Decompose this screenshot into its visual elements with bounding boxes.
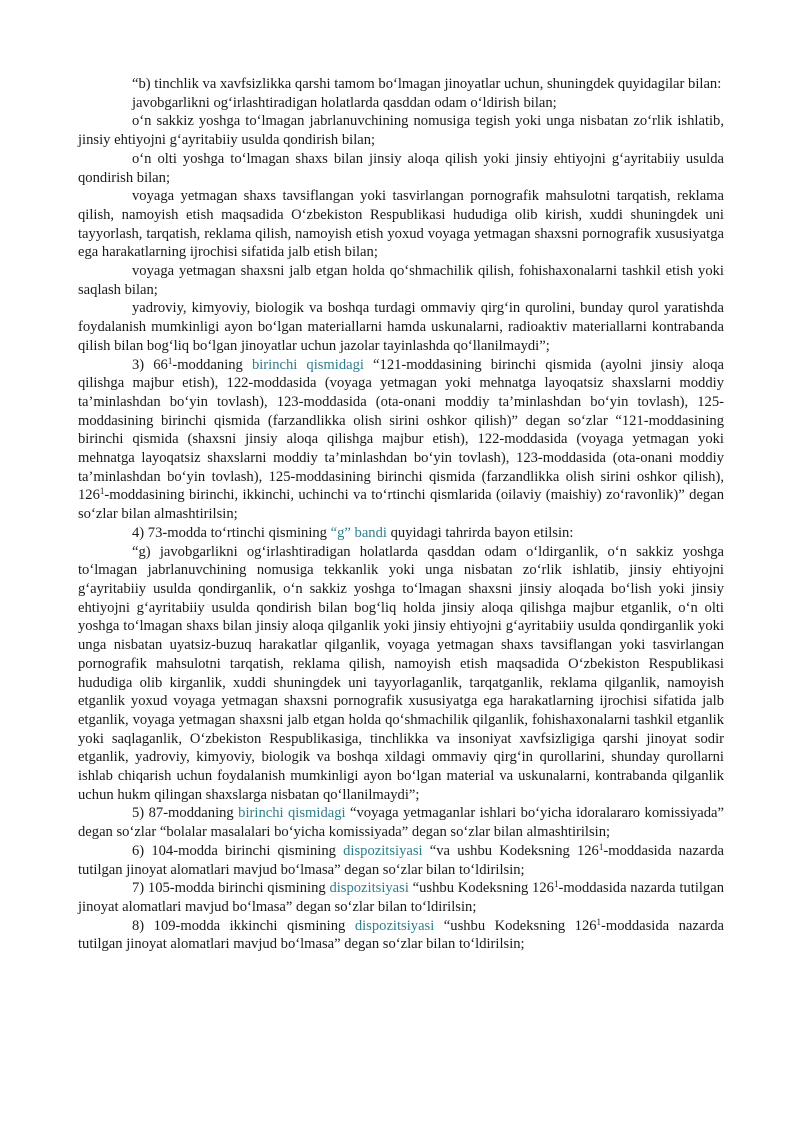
- paragraph-text: -moddasida nazarda tutilgan jinoyat alomatlari mavjud bo‘lmasa” degan so‘zlar bilan to‘ldirilsin;: [78, 917, 724, 953]
- paragraph-text: “voyaga yetmaganlar ishlari bo‘yicha idoralararo komissiyada” degan so‘zlar “bolalar masalalari bo‘yicha komissiyada” degan so‘zlar bilan almashtirilsin;: [78, 805, 724, 841]
- paragraph-text: 7) 105-modda birinchi qismining: [132, 880, 330, 897]
- paragraph-text: 6) 104-modda birinchi qismining: [132, 842, 344, 859]
- paragraph-text: -moddasida nazarda tutilgan jinoyat alomatlari mavjud bo‘lmasa” degan so‘zlar bilan to‘ldirilsin;: [78, 842, 724, 878]
- paragraph-text: -moddasida nazarda tutilgan jinoyat alomatlari mavjud bo‘lmasa” degan so‘zlar bilan to‘ldirilsin;: [78, 880, 725, 915]
- paragraph-text: 8) 109-modda ikkinchi qismining: [132, 917, 355, 934]
- paragraph-text: o‘n sakkiz yoshga to‘lmagan jabrlanuvchining nomusiga tegish yoki unga nisbatan zo‘rlik ishlatib, jinsiy ehtiyojni g‘ayritabiiy usulda qondirish bilan;: [78, 113, 724, 149]
- list-item-weapons: [78, 299, 724, 355]
- superscript: 1: [598, 841, 604, 852]
- link-dispozitsiyasi[interactable]: dispozitsiyasi: [329, 880, 409, 897]
- paragraph-text: yadroviy, kimyoviy, biologik va boshqa turdagi ommaviy qirg‘in qurolini, bunday qurol yaratishda foydalanish mumkinligi ayon bo‘lgan materiallarni hamda uskunalarni, radioaktiv materiallarni kontrabanda qilish bilan bog‘liq bo‘lgan jinoyatlar uchun jazolar tayinlashda qo‘llanilmaydi”;: [78, 300, 724, 354]
- amendment-6: [78, 842, 724, 879]
- amendment-8: [78, 917, 724, 954]
- link-dispozitsiyasi[interactable]: dispozitsiyasi: [343, 842, 423, 859]
- paragraph-text: voyaga yetmagan shaxsni jalb etgan holda qo‘shmachilik qilish, fohishaxonalarni tashkil etish yoki saqlash bilan;: [78, 263, 724, 298]
- paragraph-text: 4) 73-modda to‘rtinchi qismining: [132, 524, 331, 541]
- paragraph-text: “ushbu Kodeksning 126: [434, 917, 597, 934]
- list-item-murder: [78, 94, 724, 113]
- list-item-under-18: [78, 112, 724, 149]
- paragraph-text: “121-moddasining birinchi qismida (ayolni jinsiy aloqa qilishga majbur etish), 122-moddasida (voyaga yetmagan yoki mehnatga layoqatsiz shaxslarni moddiy ta’minlashdan bo‘yin tovlash), 123-moddasida (ota-onani moddiy ta’minlashdan bo‘yin tovlash), 125-moddasining birinchi qismida (farzandlikka olish sirini oshkor qilish)” degan so‘zlar “121-moddasining birinchi qismida (shaxsni jinsiy aloqa qilishga majbur etish), 122-moddasida (voyaga yetmagan yoki mehnatga layoqatsiz shaxslarni moddiy ta’minlashdan bo‘yin tovlash), 123-moddasida (ota-onani moddiy ta’minlashdan bo‘yin tovlash), 125-moddasining birinchi qismida (farzandlikka olish sirini oshkor qilish), 126: [78, 356, 724, 504]
- paragraph-text: “g) javobgarlikni og‘irlashtiradigan holatlarda qasddan odam o‘ldirganlik, o‘n sakkiz yoshga to‘lmagan jabrlanuvchining nomusiga tekkanlik yoki unga nisbatan zo‘rlik ishlatib, jinsiy ehtiyojni g‘ayritabiiy usulda qondirganlik, o‘n sakkiz yoshga to‘lmagan shaxsni jinsiy aloqada bo‘lish yoki jinsiy ehtiyojni g‘ayritabiiy usulda qondirish bilan bog‘liq holda jinsiy aloqa qilishga majbur etganlik, o‘n olti yoshga to‘lmagan shaxs bilan jinsiy aloqa qilganlik yoki jinsiy ehtiyojni g‘ayritabiiy usulda qondirganlik yoki unga nisbatan uyatsiz-buzuq harakatlar qilganlik, voyaga yetmagan shaxs tavsiflangan yoki tasvirlangan pornografik mahsulotni tarqatish, reklama qilish, namoyish etish maqsadida O‘zbekiston Respublikasi hududiga olib kirganlik, xuddi shuningdek uni tayyorlaganlik, tarqatganlik, reklama qilganlik, namoyish etganlik yoxud voyaga yetmagan shaxsni pornografik xususiyatga ega harakatlarning ijrochisi sifatida jalb etganlik, voyaga yetmagan shaxsni jalb etgan holda qo‘shmachilik qilganlik, fohishaxonalarni tashkil etganlik yoki saqlaganlik, O‘zbekiston Respublikasiga, tinchlikka va insoniyat xavfsizligiga qarshi jinoyat sodir etganlik, yadroviy, kimyoviy, biologik va boshqa xildagi ommaviy qirg‘in qurollarini, shunday qurollarni ishlab chiqarish uchun foydalanish mumkinligi ayon bo‘lgan material va uskunalarni, kontrabanda qilganlik uchun hukm qilingan shaxslarga nisbatan qo‘llanilmaydi”;: [78, 543, 724, 803]
- list-item-pimping: [78, 262, 724, 299]
- superscript: 1: [553, 879, 559, 890]
- paragraph-text: -moddasining birinchi, ikkinchi, uchinchi va to‘rtinchi qismlarida (oilaviy (maishiy) zo‘ravonlik)” degan so‘zlar bilan almashtirilsin;: [78, 487, 724, 523]
- superscript: 1: [99, 486, 105, 497]
- paragraph-text: “b) tinchlik va xavfsizlikka qarshi tamom bo‘lmagan jinoyatlar uchun, shuningdek quyidagilar bilan:: [132, 76, 722, 92]
- paragraph-text: -moddaning: [172, 356, 252, 373]
- link-birinchi-qismidagi[interactable]: birinchi qismidagi: [251, 356, 364, 373]
- link-dispozitsiyasi[interactable]: dispozitsiyasi: [354, 917, 435, 934]
- link-birinchi-qismidagi[interactable]: birinchi qismidagi: [238, 805, 346, 822]
- amendment-7: [78, 879, 724, 916]
- amendment-4: [78, 524, 724, 543]
- paragraph-text: o‘n olti yoshga to‘lmagan shaxs bilan jinsiy aloqa qilish yoki jinsiy ehtiyojni g‘ayritabiiy usulda qondirish bilan;: [78, 150, 724, 186]
- paragraph-text: javobgarlikni og‘irlashtiradigan holatlarda qasddan odam o‘ldirish bilan;: [132, 94, 557, 111]
- document-page: [78, 75, 724, 954]
- amendment-5: [78, 804, 724, 841]
- paragraph-text: quyidagi tahrirda bayon etilsin:: [386, 524, 574, 541]
- amendment-4-text: [78, 543, 724, 805]
- paragraph-text: “ushbu Kodeksning 126: [408, 880, 554, 897]
- superscript: 1: [167, 355, 173, 366]
- paragraph-text: “va ushbu Kodeksning 126: [422, 842, 599, 859]
- paragraph-text: 3) 66: [132, 356, 168, 373]
- paragraph-text: 5) 87-moddaning: [132, 805, 239, 822]
- list-item-under-16: [78, 150, 724, 187]
- paragraph-text: voyaga yetmagan shaxs tavsiflangan yoki tasvirlangan pornografik mahsulotni tarqatish, reklama qilish, namoyish etish maqsadida O‘zbekiston Respublikasi hududiga olib kirish, xuddi shuningdek uni tayyorlash, tarqatish, reklama qilish, namoyish etish yoxud voyaga yetmagan shaxsni pornografik xususiyatga ega harakatlarning ijrochisi sifatida jalb etish bilan;: [78, 188, 724, 261]
- paragraph-b-intro: [78, 75, 724, 94]
- link-g-bandi[interactable]: “g” bandi: [330, 524, 387, 541]
- superscript: 1: [596, 916, 602, 927]
- amendment-3: [78, 356, 724, 524]
- list-item-pornography: [78, 187, 724, 262]
